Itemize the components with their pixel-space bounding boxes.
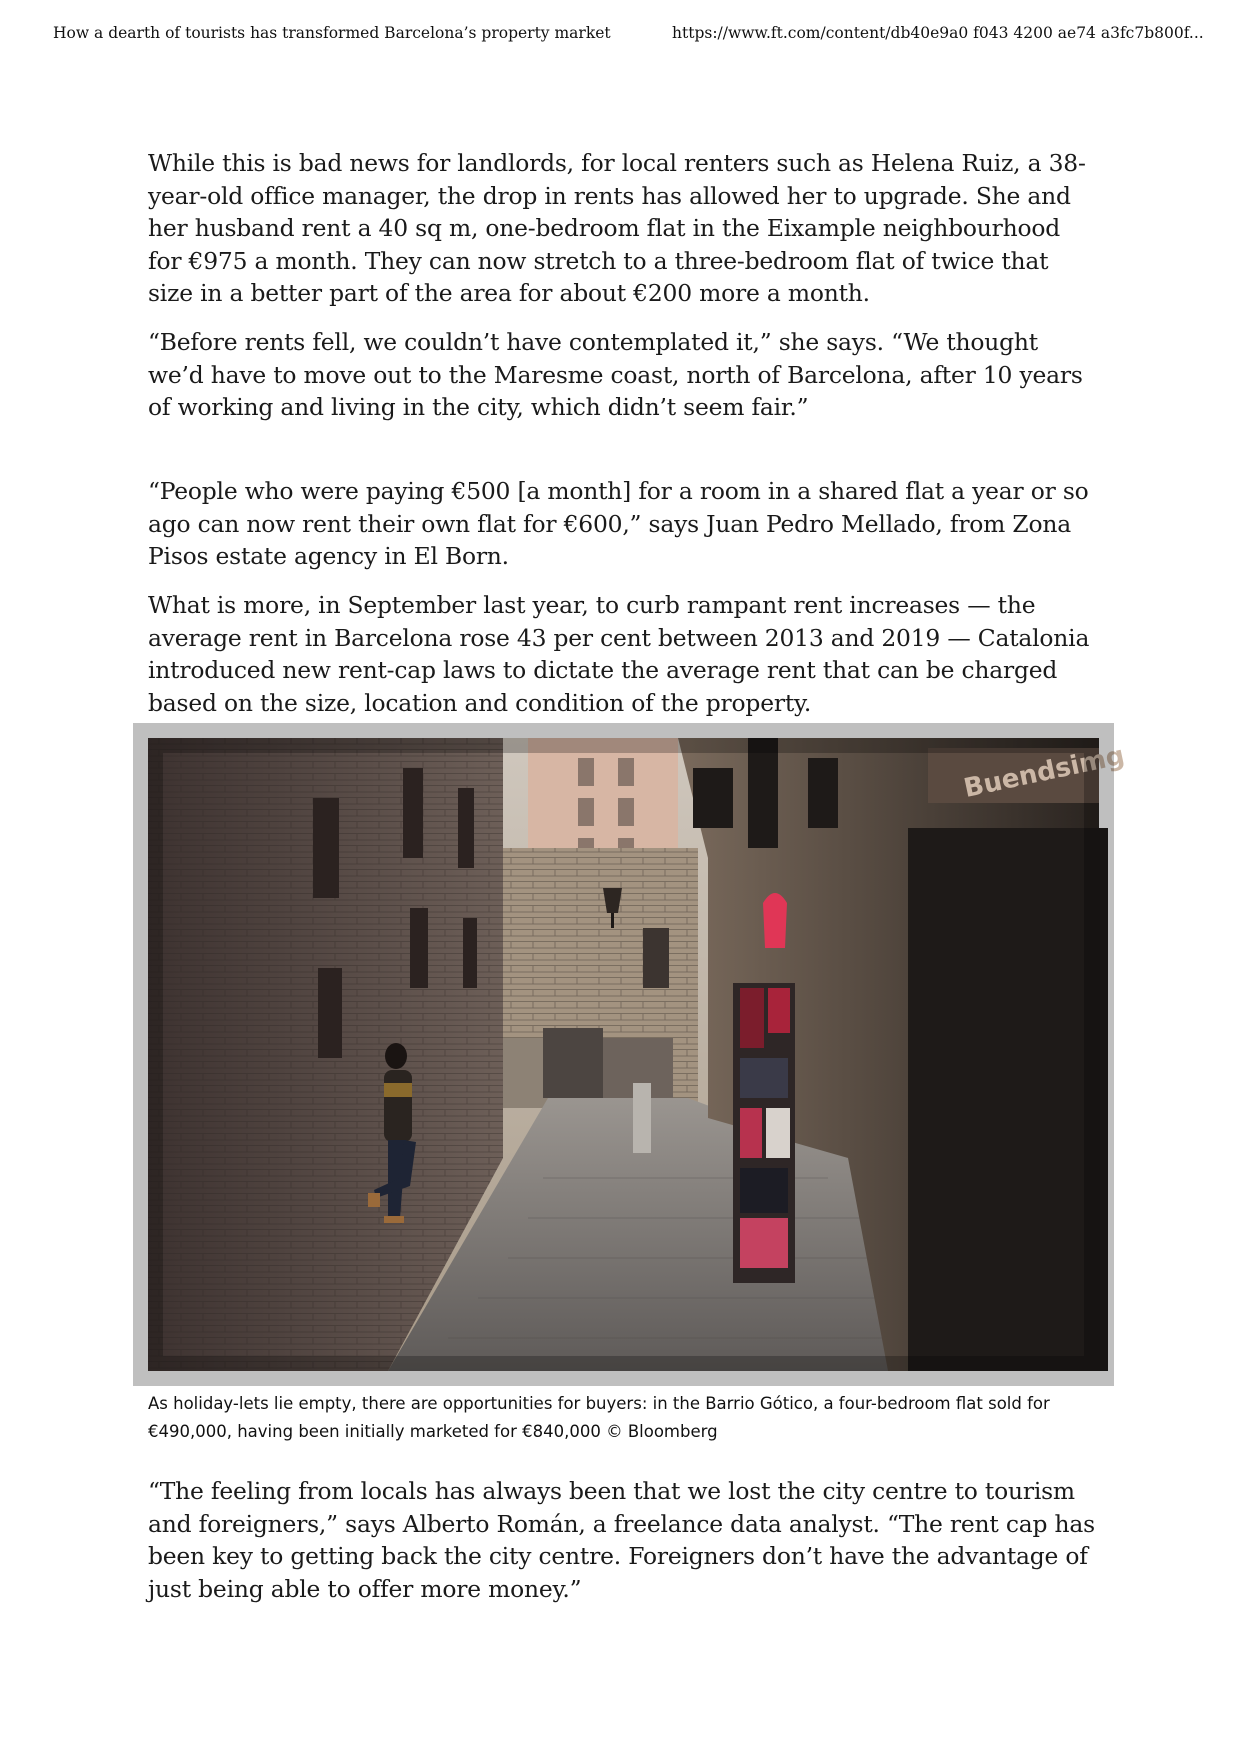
article-paragraph: “People who were paying €500 [a month] for a room in a shared flat a year or so ago can now rent their own flat for €600,” says Juan Pedro Mellado, from Zona Pisos estate agency in El Born. [148,477,1089,571]
article-paragraph: What is more, in September last year, to curb rampant rent increases — the average rent in Barcelona rose 43 per cent between 2013 and 2019 — Catalonia introduced new rent-cap laws to dictate the average rent that can be charged based on the size, location and condition of the property. [148,591,1090,717]
article-paragraph: “Before rents fell, we couldn’t have contemplated it,” she says. “We thought we’d have to move out to the Maresme coast, north of Barcelona, after 10 years of working and living in the city, which didn’t seem fair.” [148,328,1083,422]
article-photo-barcelona-alley [148,738,1128,1371]
shop-sign-text: Buendsimg [961,740,1128,804]
article-paragraph: While this is bad news for landlords, for local renters such as Helena Ruiz, a 38-year-old office manager, the drop in rents has allowed her to upgrade. She and her husband rent a 40 sq m, one-bedroom flat in the Eixample neighbourhood for €975 a month. They can now stretch to a three-bedroom flat of twice that size in a better part of the area for about €200 more a month. [148,149,1086,308]
page-header-url[interactable]: https://www.ft.com/content/db40e9a0 f043 4200 ae74 a3fc7b800f... [672,24,1204,42]
photo-caption: As holiday-lets lie empty, there are opportunities for buyers: in the Barrio Gótico, a four-bedroom flat sold for €490,000, having been initially marketed for €840,000 © Bloomberg [148,1394,1050,1441]
article-paragraph: “The feeling from locals has always been that we lost the city centre to tourism and foreigners,” says Alberto Román, a freelance data analyst. “The rent cap has been key to getting back the city centre. Foreigners don’t have the advantage of just being able to offer more money.” [148,1477,1095,1603]
page-header-title: How a dearth of tourists has transformed Barcelona’s property market [53,24,611,42]
